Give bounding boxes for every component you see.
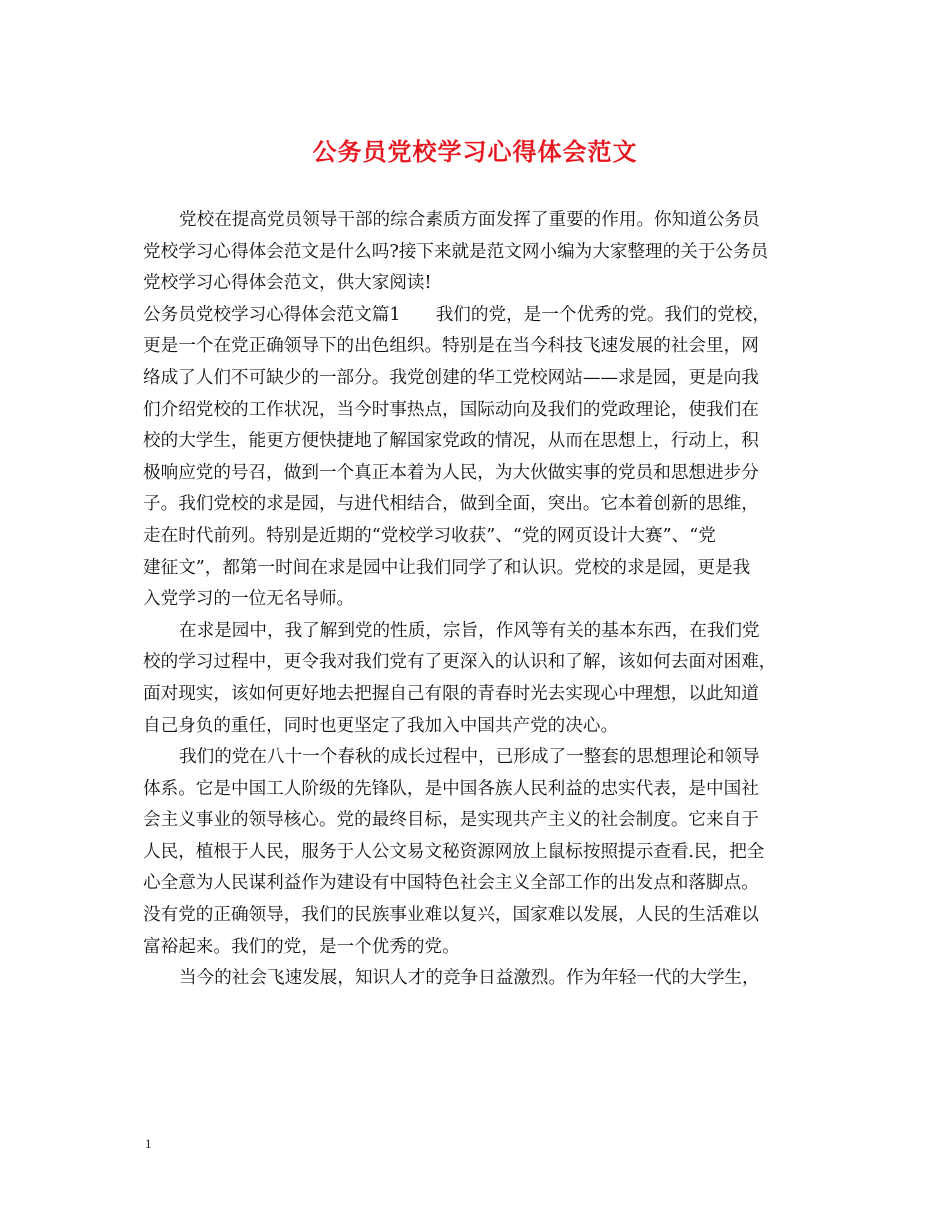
text-line: 党校在提高党员领导干部的综合素质方面发挥了重要的作用。你知道公务员: [179, 210, 760, 230]
document-title: 公务员党校学习心得体会范文: [312, 137, 638, 166]
text-line: 体系。它是中国工人阶级的先锋队，是中国各族人民利益的忠实代表，是中国社: [143, 778, 759, 799]
text-line: 没有党的正确领导，我们的民族事业难以复兴，国家难以发展，人民的生活难以: [143, 905, 759, 926]
text-line: 会主义事业的领导核心。党的最终目标，是实现共产主义的社会制度。它来自于: [143, 810, 759, 831]
text-line: 走在时代前列。特别是近期的“党校学习收获”、“党的网页设计大赛”、“党: [143, 525, 716, 546]
text-line: 公务员党校学习心得体会范文篇1 我们的党，是一个优秀的党。我们的党校，: [143, 304, 770, 325]
text-line: 子。我们党校的求是园，与进代相结合，做到全面，突出。它本着创新的思维，: [143, 494, 759, 515]
text-line: 我们的党在八十一个春秋的成长过程中，已形成了一整套的思想理论和领导: [179, 747, 760, 768]
text-line: 富裕起来。我们的党，是一个优秀的党。: [143, 936, 460, 957]
text-line: 当今的社会飞速发展，知识人才的竞争日益激烈。作为年轻一代的大学生，: [179, 968, 760, 989]
text-line: 党校学习心得体会范文，供大家阅读!: [143, 273, 432, 294]
text-line: 在求是园中，我了解到党的性质，宗旨，作风等有关的基本东西，在我们党: [179, 620, 760, 641]
document-body: [143, 205, 811, 995]
text-line: 党校学习心得体会范文是什么吗?接下来就是范文网小编为大家整理的关于公务员: [143, 241, 769, 262]
text-line: 络成了人们不可缺少的一部分。我党创建的华工党校网站——求是园，更是向我: [143, 367, 759, 388]
text-line: 入党学习的一位无名导师。: [143, 589, 355, 610]
text-line: 人民，植根于人民，服务于人公文易文秘资源网放上鼠标按照提示查看.民，把全: [143, 841, 765, 862]
text-line: 自己身负的重任，同时也更坚定了我加入中国共产党的决心。: [143, 715, 619, 736]
text-line: 更是一个在党正确领导下的出色组织。特别是在当今科技飞速发展的社会里，网: [143, 336, 759, 357]
text-line: 建征文”，都第一时间在求是园中让我们同学了和认识。党校的求是园，更是我: [143, 557, 751, 578]
text-line: 校的大学生，能更方便快捷地了解国家党政的情况，从而在思想上，行动上，积: [143, 431, 759, 452]
text-line: 心全意为人民谋利益作为建设有中国特色社会主义全部工作的出发点和落脚点。: [143, 873, 759, 894]
text-line: 面对现实，该如何更好地去把握自己有限的青春时光去实现心中理想，以此知道: [143, 683, 759, 704]
page-number: 1: [145, 1136, 152, 1151]
text-line: 们介绍党校的工作状况，当今时事热点，国际动向及我们的党政理论，使我们在: [143, 399, 759, 420]
text-line: 校的学习过程中，更令我对我们党有了更深入的认识和了解，该如何去面对困难，: [143, 652, 777, 673]
text-line: 极响应党的号召，做到一个真正本着为人民，为大伙做实事的党员和思想进步分: [143, 462, 759, 483]
